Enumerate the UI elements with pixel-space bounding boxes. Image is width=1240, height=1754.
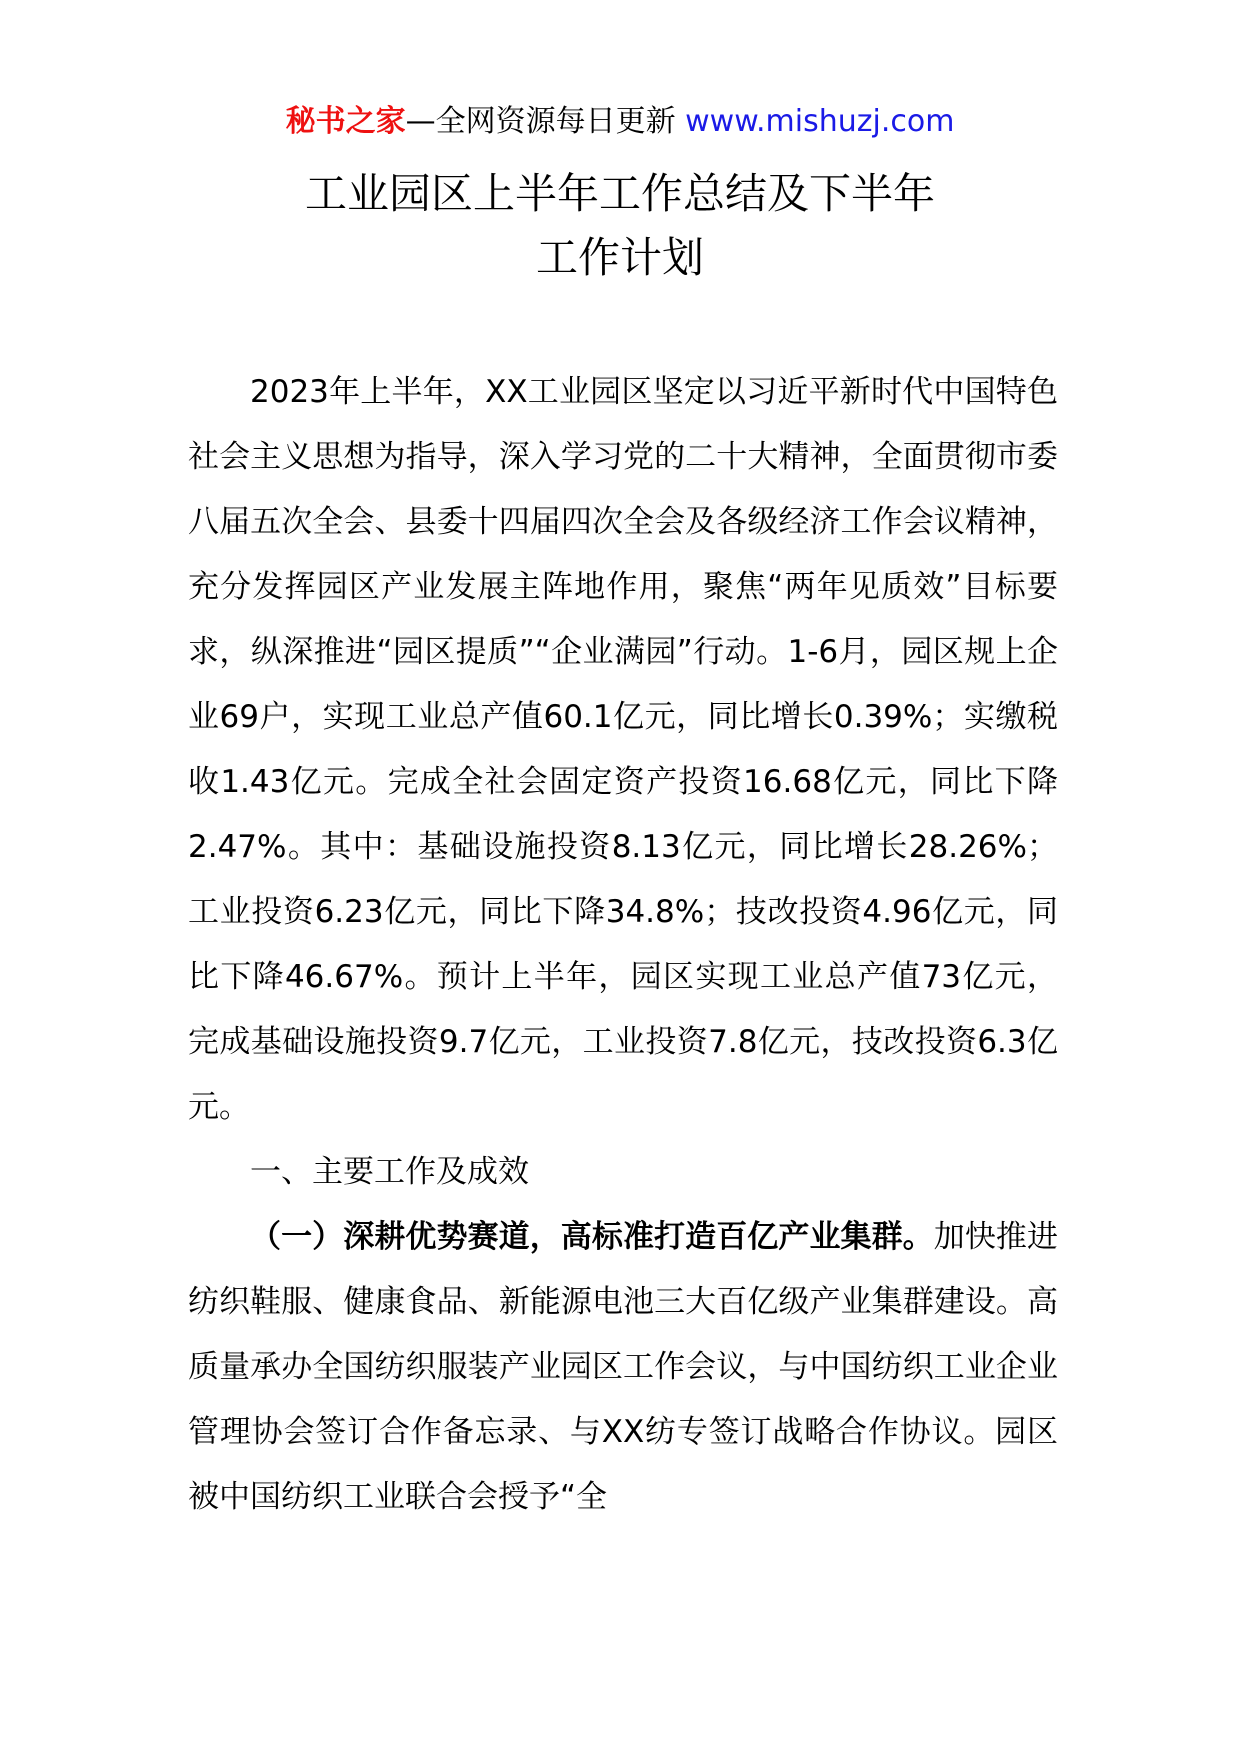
subsection-lead: （一）深耕优势赛道，高标准打造百亿产业集群。 xyxy=(250,1219,934,1255)
document-title xyxy=(0,162,1240,290)
section-heading: 一、主要工作及成效 xyxy=(250,1154,529,1190)
site-url-link[interactable]: www.mishuzj.com xyxy=(685,104,955,139)
subsection-paragraph xyxy=(188,1205,1058,1530)
brand-name: 秘书之家 xyxy=(285,104,406,139)
title-line-1: 工业园区上半年工作总结及下半年 xyxy=(304,169,935,218)
intro-paragraph: 2023年上半年，XX工业园区坚定以习近平新时代中国特色社会主义思想为指导，深入学习党的二十大精神，全面贯彻市委八届五次全会、县委十四届四次全会及各级经济工作会议精神，充分发挥园区产业发展主阵地作用，聚焦“两年见质效”目标要求，纵深推进“园区提质”“企业满园”行动。1-6月，园区规上企业69户，实现工业总产值60.1亿元，同比增长0.39%；实缴税收1.43亿元。完成全社会固定资产投资16.68亿元，同比下降2.47%。其中：基础设施投资8.13亿元，同比增长28.26%；工业投资6.23亿元，同比下降34.8%；技改投资4.96亿元，同比下降46.67%。预计上半年，园区实现工业总产值73亿元，完成基础设施投资9.7亿元，工业投资7.8亿元，技改投资6.3亿元。 xyxy=(188,374,1058,1125)
site-header xyxy=(0,102,1240,142)
title-line-2: 工作计划 xyxy=(535,233,704,282)
document-body xyxy=(188,360,1058,1530)
header-tagline: —全网资源每日更新 xyxy=(405,104,676,139)
subsection-text: 加快推进纺织鞋服、健康食品、新能源电池三大百亿级产业集群建设。高质量承办全国纺织服装产业园区工作会议，与中国纺织工业企业管理协会签订合作备忘录、与XX纺专签订战略合作协议。园区被中国纺织工业联合会授予“全 xyxy=(188,1219,1059,1515)
